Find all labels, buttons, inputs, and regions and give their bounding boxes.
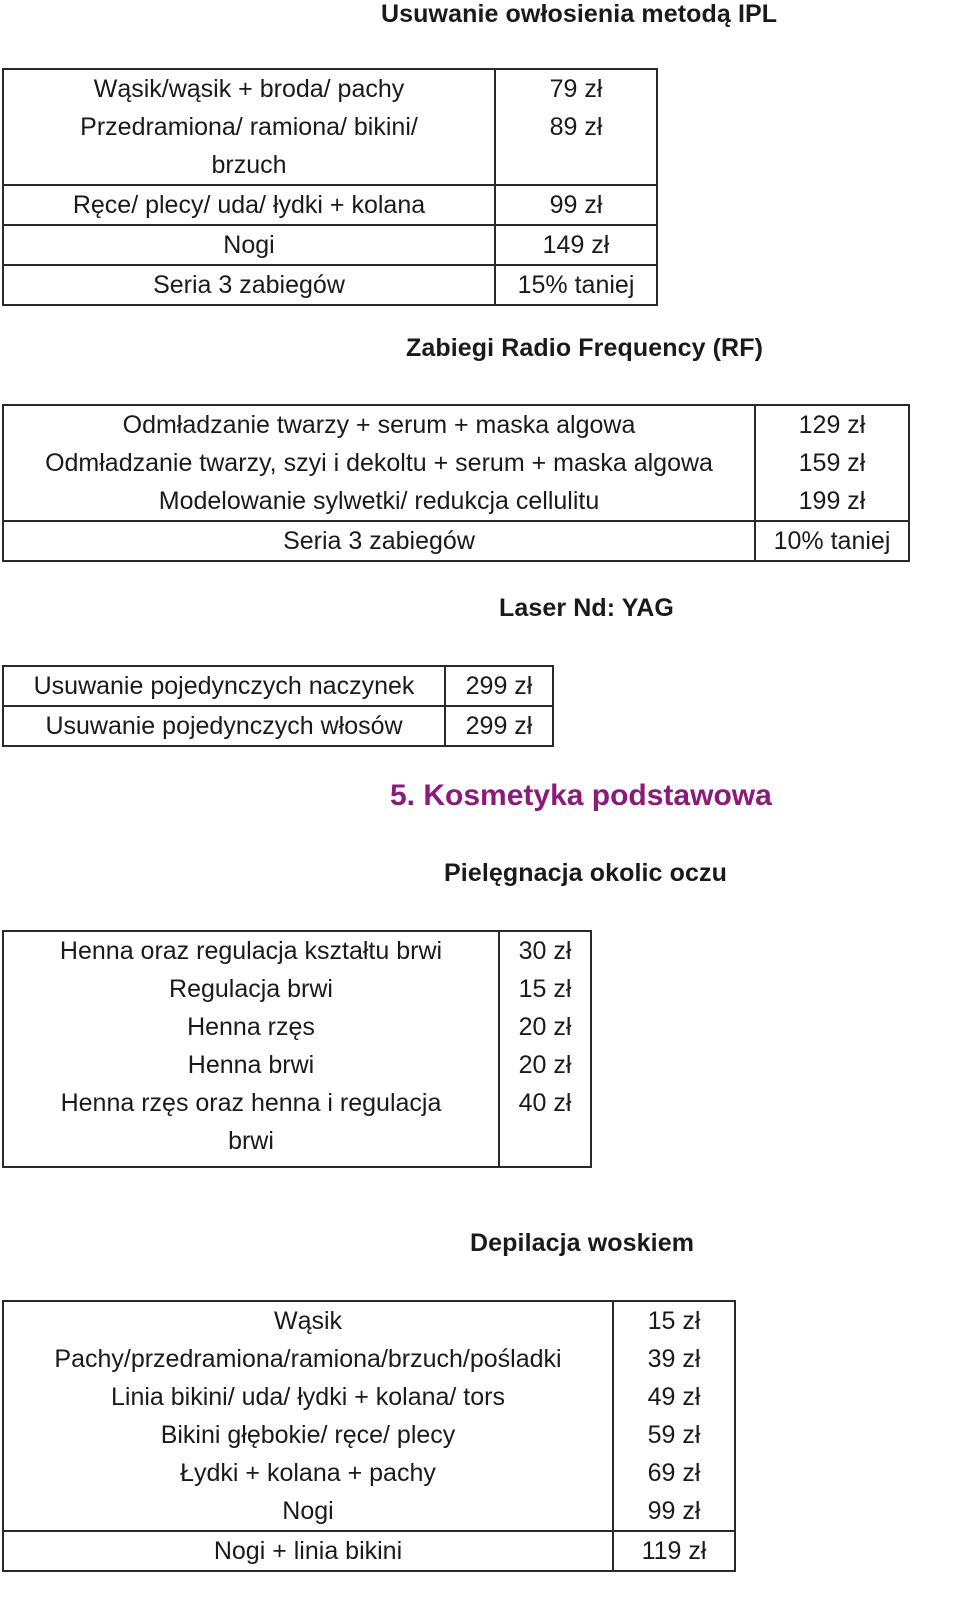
service-price: 119 zł [613,1531,735,1571]
table-row [3,1301,735,1531]
service-price: 39 zł [647,1345,701,1373]
service-price: 89 zł [549,113,603,141]
table-row [3,69,657,185]
ipl-heading: Usuwanie owłosienia metodą IPL [381,0,778,28]
table-cell-prices [755,405,909,521]
service-name: Henna oraz regulacja kształtu brwi [59,937,443,965]
laser-heading: Laser Nd: YAG [499,594,674,622]
service-price: 20 zł [518,1051,572,1079]
laser-price-table [2,665,554,747]
table-cell-names [3,931,499,1167]
service-name: Seria 3 zabiegów [3,265,495,305]
service-price: 159 zł [798,449,866,477]
table-row [3,225,657,265]
service-price: 15% taniej [495,265,657,305]
service-price: 20 zł [518,1013,572,1041]
service-name: brwi [228,1127,274,1155]
service-name: Odmładzanie twarzy, szyi i dekoltu + serum + maska algowa [45,449,713,477]
table-row [3,706,553,746]
table-cell-prices [495,69,657,185]
service-name: Usuwanie pojedynczych naczynek [3,666,445,706]
table-row [3,265,657,305]
wosk-heading: Depilacja woskiem [470,1229,695,1257]
service-name: Przedramiona/ ramiona/ bikini/ [80,113,418,141]
table-cell-prices [613,1301,735,1531]
service-price: 49 zł [647,1383,701,1411]
service-name: Henna rzęs oraz henna i regulacja [60,1089,442,1117]
service-name: Nogi [282,1497,334,1525]
service-price: 299 zł [445,666,553,706]
service-name: Bikini głębokie/ ręce/ plecy [160,1421,456,1449]
service-price: 15 zł [518,975,572,1003]
rf-heading: Zabiegi Radio Frequency (RF) [406,334,763,362]
wosk-price-table [2,1300,736,1572]
table-row [3,521,909,561]
oczy-price-table [2,930,592,1168]
service-name: Łydki + kolana + pachy [180,1459,436,1487]
service-price: 15 zł [647,1307,701,1335]
service-price: 10% taniej [755,521,909,561]
section-title: 5. Kosmetyka podstawowa [390,779,772,812]
service-name: Henna brwi [187,1051,315,1079]
service-price: 69 zł [647,1459,701,1487]
empty-line [504,146,648,184]
service-name: Ręce/ plecy/ uda/ łydki + kolana [3,185,495,225]
service-name: Linia bikini/ uda/ łydki + kolana/ tors [111,1383,505,1411]
service-name: Wąsik [273,1307,343,1335]
table-row [3,185,657,225]
ipl-price-table [2,68,658,306]
service-name: brzuch [211,151,287,179]
service-name: Nogi + linia bikini [3,1531,613,1571]
table-cell-prices [499,931,591,1167]
service-price: 299 zł [445,706,553,746]
table-row [3,931,591,1167]
table-cell-names [3,1301,613,1531]
table-row [3,666,553,706]
rf-price-table [2,404,910,562]
oczy-heading: Pielęgnacja okolic oczu [444,859,727,887]
service-price: 99 zł [647,1497,701,1525]
service-name: Henna rzęs [187,1013,315,1041]
service-price: 129 zł [798,411,866,439]
service-name: Pachy/przedramiona/ramiona/brzuch/pośladki [54,1345,562,1373]
table-row [3,1531,735,1571]
service-price: 79 zł [549,75,603,103]
service-name: Seria 3 zabiegów [3,521,755,561]
service-name: Wąsik/wąsik + broda/ pachy [93,75,405,103]
service-price: 99 zł [495,185,657,225]
service-price: 59 zł [647,1421,701,1449]
service-name: Nogi [3,225,495,265]
service-name: Regulacja brwi [169,975,333,1003]
service-name: Usuwanie pojedynczych włosów [3,706,445,746]
service-name: Odmładzanie twarzy + serum + maska algowa [122,411,636,439]
service-price: 149 zł [495,225,657,265]
table-row [3,405,909,521]
table-cell-names [3,405,755,521]
table-cell-names [3,69,495,185]
service-price: 40 zł [518,1089,572,1117]
service-name: Modelowanie sylwetki/ redukcja cellulitu [158,487,600,515]
service-price: 30 zł [518,937,572,965]
service-price: 199 zł [798,487,866,515]
